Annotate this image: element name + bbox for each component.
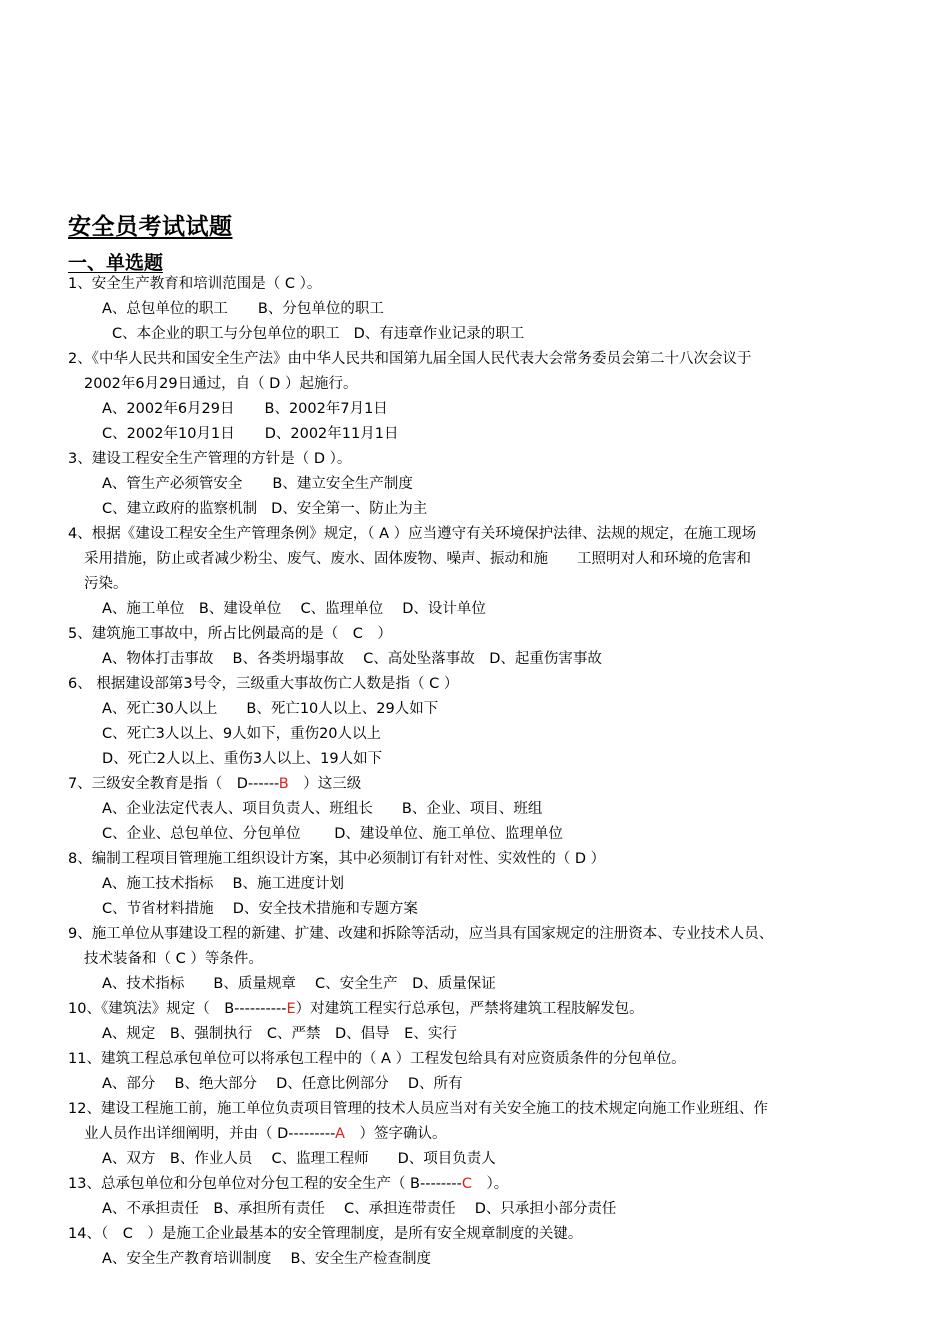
- answer-correction: B: [278, 776, 289, 792]
- question-stem: 9、施工单位从事建设工程的新建、扩建、改建和拆除等活动，应当具有国家规定的注册资本、专业技术人员、: [68, 926, 774, 942]
- question-options: A、施工单位 B、建设单位 C、监理单位 D、设计单位: [102, 601, 486, 617]
- question-options: A、总包单位的职工 B、分包单位的职工: [102, 301, 384, 317]
- question-options: C、2002年10月1日 D、2002年11月1日: [102, 426, 399, 442]
- question-options: A、部分 B、绝大部分 D、任意比例部分 D、所有: [102, 1076, 463, 1092]
- question-stem: 4、根据《建设工程安全生产管理条例》规定，（ A ）应当遵守有关环境保护法律、法规的规定，在施工现场: [68, 526, 757, 542]
- question-options: C、企业、总包单位、分包单位 D、建设单位、施工单位、监理单位: [102, 826, 563, 842]
- question-list: [68, 272, 883, 1272]
- question-stem: 2、《中华人民共和国安全生产法》由中华人民共和国第九届全国人民代表大会常务委员会第二十八次会议于: [68, 351, 752, 367]
- question-stem: 1、安全生产教育和培训范围是（ C ）。: [68, 276, 322, 292]
- question-options: A、技术指标 B、质量规章 C、安全生产 D、质量保证: [102, 976, 496, 992]
- question-options: A、双方 B、作业人员 C、监理工程师 D、项目负责人: [102, 1151, 496, 1167]
- question-stem: 7、三级安全教育是指（ D------B ）这三级: [68, 776, 362, 792]
- question-stem-cont: 2002年6月29日通过，自（ D ）起施行。: [84, 376, 358, 392]
- question-options: A、施工技术指标 B、施工进度计划: [102, 876, 344, 892]
- question-stem: 8、编制工程项目管理施工组织设计方案，其中必须制订有针对性、实效性的（ D ）: [68, 851, 606, 867]
- question-stem: 10、《建筑法》规定（ B----------E）对建筑工程实行总承包，严禁将建筑工程肢解发包。: [68, 1001, 644, 1017]
- question-stem: 5、建筑施工事故中，所占比例最高的是（ C ）: [68, 626, 392, 642]
- question-stem-cont: 污染。: [84, 576, 128, 592]
- question-options: A、死亡30人以上 B、死亡10人以上、29人如下: [102, 701, 439, 717]
- question-stem: 11、建筑工程总承包单位可以将承包工程中的（ A ）工程发包给具有对应资质条件的分包单位。: [68, 1051, 686, 1067]
- question-options: C、节省材料措施 D、安全技术措施和专题方案: [102, 901, 418, 917]
- question-stem: 3、建设工程安全生产管理的方针是（ D ）。: [68, 451, 352, 467]
- question-options: A、管生产必须管安全 B、建立安全生产制度: [102, 476, 413, 492]
- question-stem: 12、建设工程施工前，施工单位负责项目管理的技术人员应当对有关安全施工的技术规定向施工作业班组、作: [68, 1101, 768, 1117]
- question-options: D、死亡2人以上、重伤3人以上、19人如下: [102, 751, 383, 767]
- question-options: A、企业法定代表人、项目负责人、班组长 B、企业、项目、班组: [102, 801, 543, 817]
- question-stem: 14、（ C ）是施工企业最基本的安全管理制度，是所有安全规章制度的关键。: [68, 1226, 583, 1242]
- answer-correction: C: [461, 1176, 472, 1192]
- question-options: A、2002年6月29日 B、2002年7月1日: [102, 401, 388, 417]
- question-options: A、物体打击事故 B、各类坍塌事故 C、高处坠落事故 D、起重伤害事故: [102, 651, 602, 667]
- question-stem-cont: 业人员作出详细阐明，并由（ D---------A ）签字确认。: [84, 1126, 447, 1142]
- question-options: A、安全生产教育培训制度 B、安全生产检查制度: [102, 1251, 431, 1267]
- question-stem: 13、总承包单位和分包单位对分包工程的安全生产（ B--------C ）。: [68, 1176, 509, 1192]
- question-stem: 6、 根据建设部第3号令，三级重大事故伤亡人数是指（ C ）: [68, 676, 459, 692]
- section-heading: 一、单选题: [68, 252, 164, 274]
- question-stem-cont: 采用措施，防止或者减少粉尘、废气、废水、固体废物、噪声、振动和施 工照明对人和环境的危害和: [84, 551, 751, 567]
- answer-correction: E: [286, 1001, 296, 1017]
- answer-correction: A: [335, 1126, 345, 1142]
- document-title: 安全员考试试题: [68, 214, 233, 240]
- question-options: A、规定 B、强制执行 C、严禁 D、倡导 E、实行: [102, 1026, 457, 1042]
- question-options: C、本企业的职工与分包单位的职工 D、有违章作业记录的职工: [112, 326, 525, 342]
- question-options: A、不承担责任 B、承担所有责任 C、承担连带责任 D、只承担小部分责任: [102, 1201, 617, 1217]
- question-stem-cont: 技术装备和（ C ）等条件。: [84, 951, 263, 967]
- question-options: C、建立政府的监察机制 D、安全第一、防止为主: [102, 501, 428, 517]
- question-options: C、死亡3人以上、9人如下，重伤20人以上: [102, 726, 382, 742]
